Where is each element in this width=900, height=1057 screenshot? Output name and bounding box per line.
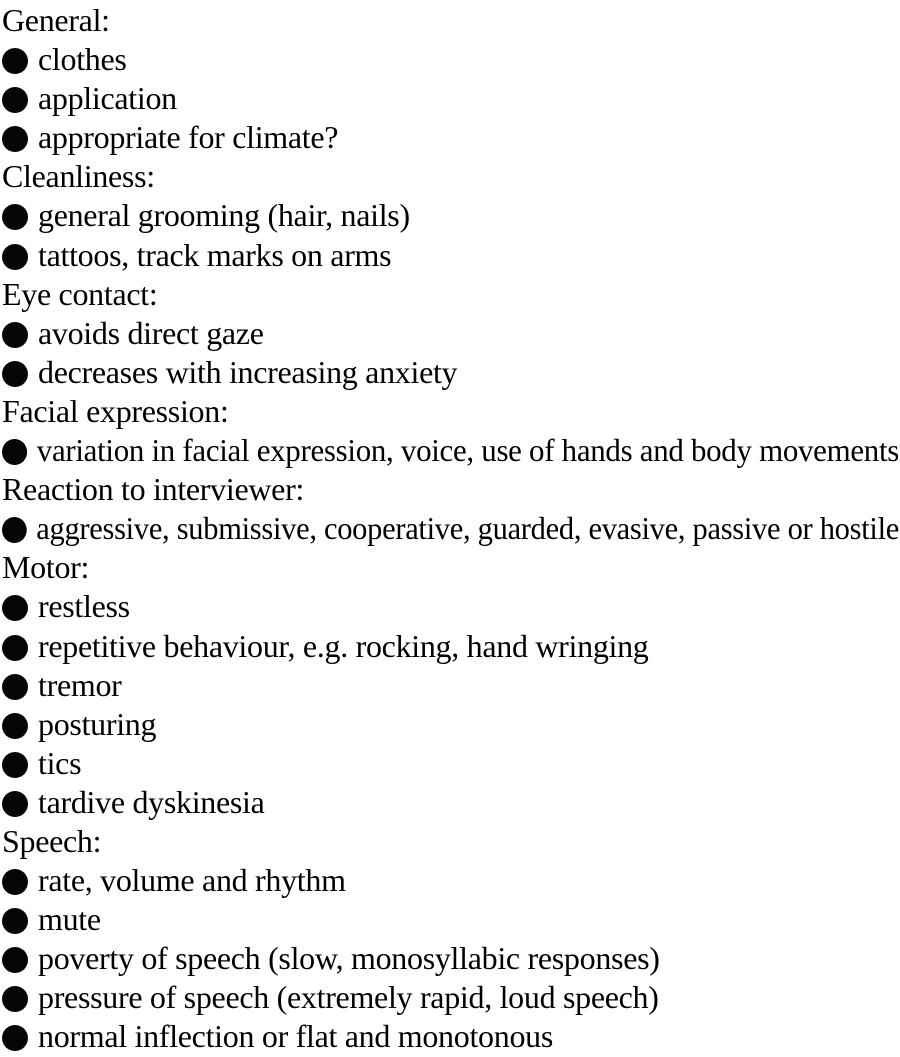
list-item-wrap xyxy=(2,79,177,118)
bullet-icon xyxy=(2,1025,28,1051)
section-heading-text: Speech: xyxy=(2,822,102,859)
list-item xyxy=(2,900,900,939)
list-item xyxy=(2,666,900,705)
list-item xyxy=(2,783,900,822)
section-heading xyxy=(2,392,900,431)
list-item xyxy=(2,431,900,470)
bullet-icon xyxy=(2,439,27,465)
bullet-icon xyxy=(2,517,27,543)
list-item-text: repetitive behaviour, e.g. rocking, hand wringing xyxy=(38,627,649,664)
list-item-wrap xyxy=(2,118,338,157)
list-item-text: variation in facial expression, voice, use of hands and body movements xyxy=(36,432,900,469)
section-heading xyxy=(2,275,900,314)
list-item-text: pressure of speech (extremely rapid, loud speech) xyxy=(38,979,659,1016)
list-item-wrap xyxy=(2,705,156,744)
bullet-icon xyxy=(2,126,28,152)
bullet-icon xyxy=(2,713,28,739)
bullet-icon xyxy=(2,635,28,661)
list-item xyxy=(2,236,900,275)
list-item-wrap xyxy=(2,861,346,900)
list-item xyxy=(2,861,900,900)
bullet-icon xyxy=(2,87,28,113)
bullet-icon xyxy=(2,204,28,230)
list-item-wrap xyxy=(2,978,659,1017)
list-item xyxy=(2,939,900,978)
bullet-icon xyxy=(2,947,28,973)
list-item-wrap xyxy=(2,939,660,978)
section-heading-wrap xyxy=(2,157,155,196)
bullet-icon xyxy=(2,752,28,778)
list-item-wrap xyxy=(2,196,410,235)
list-item xyxy=(2,744,900,783)
list-item xyxy=(2,353,900,392)
list-item xyxy=(2,978,900,1017)
list-item-text: tremor xyxy=(38,666,122,703)
list-item-text: tardive dyskinesia xyxy=(38,783,265,820)
list-item-wrap xyxy=(2,783,265,822)
list-item-wrap xyxy=(2,587,130,626)
list-item-text: general grooming (hair, nails) xyxy=(38,197,410,234)
section-heading xyxy=(2,470,900,509)
section-heading xyxy=(2,822,900,861)
list-item-text: decreases with increasing anxiety xyxy=(38,353,458,390)
list-item-wrap xyxy=(2,1017,553,1056)
list-item xyxy=(2,509,900,548)
list-item-wrap xyxy=(2,236,391,275)
section-heading-wrap xyxy=(2,392,229,431)
section-heading xyxy=(2,548,900,587)
bullet-icon xyxy=(2,674,28,700)
section-heading-text: Eye contact: xyxy=(2,275,158,312)
list-item-wrap xyxy=(2,40,127,79)
list-item xyxy=(2,314,900,353)
list-item xyxy=(2,196,900,235)
list-item-wrap xyxy=(2,900,101,939)
section-heading xyxy=(2,1,900,40)
list-item-text: restless xyxy=(38,588,130,625)
section-heading-text: Cleanliness: xyxy=(2,158,155,195)
list-item xyxy=(2,1017,900,1056)
list-item-text: tattoos, track marks on arms xyxy=(38,236,392,273)
section-heading-wrap xyxy=(2,822,101,861)
list-item-wrap xyxy=(2,666,122,705)
list-item-text: tics xyxy=(38,744,82,781)
list-item-text: rate, volume and rhythm xyxy=(38,862,346,899)
section-heading-text: Reaction to interviewer: xyxy=(2,471,305,508)
list-item-text: mute xyxy=(38,901,101,938)
list-item-wrap xyxy=(2,509,899,548)
list-item-text: posturing xyxy=(38,705,157,742)
bullet-icon xyxy=(2,322,28,348)
section-heading-text: General: xyxy=(2,2,110,38)
bullet-icon xyxy=(2,908,28,934)
list-item-wrap xyxy=(2,627,649,666)
section-heading-wrap xyxy=(2,275,157,314)
list-item-text: poverty of speech (slow, monosyllabic responses) xyxy=(38,940,660,977)
bullet-icon xyxy=(2,869,28,895)
bullet-icon xyxy=(2,244,28,270)
list-item-text: application xyxy=(38,80,177,117)
list-item-wrap xyxy=(2,314,264,353)
list-item xyxy=(2,627,900,666)
list-item xyxy=(2,587,900,626)
bullet-icon xyxy=(2,361,28,387)
bullet-icon xyxy=(2,48,28,74)
list-item xyxy=(2,40,900,79)
section-heading-text: Facial expression: xyxy=(2,392,229,429)
list-item xyxy=(2,79,900,118)
list-item xyxy=(2,705,900,744)
section-heading-wrap xyxy=(2,470,304,509)
bullet-icon xyxy=(2,986,28,1012)
section-heading-text: Motor: xyxy=(2,549,90,586)
list-item-text: aggressive, submissive, cooperative, guarded, evasive, passive or hostile xyxy=(36,510,899,547)
list-item-wrap xyxy=(2,431,899,470)
list-item-text: clothes xyxy=(38,41,127,78)
section-heading-wrap xyxy=(2,548,89,587)
list-item-wrap xyxy=(2,353,457,392)
list-item xyxy=(2,118,900,157)
section-heading xyxy=(2,157,900,196)
section-heading-wrap xyxy=(2,1,110,40)
bullet-icon xyxy=(2,595,28,621)
bullet-icon xyxy=(2,791,28,817)
list-item-text: normal inflection or flat and monotonous xyxy=(38,1018,554,1055)
list-item-wrap xyxy=(2,744,81,783)
list-item-text: appropriate for climate? xyxy=(38,119,339,156)
list-item-text: avoids direct gaze xyxy=(38,314,264,351)
